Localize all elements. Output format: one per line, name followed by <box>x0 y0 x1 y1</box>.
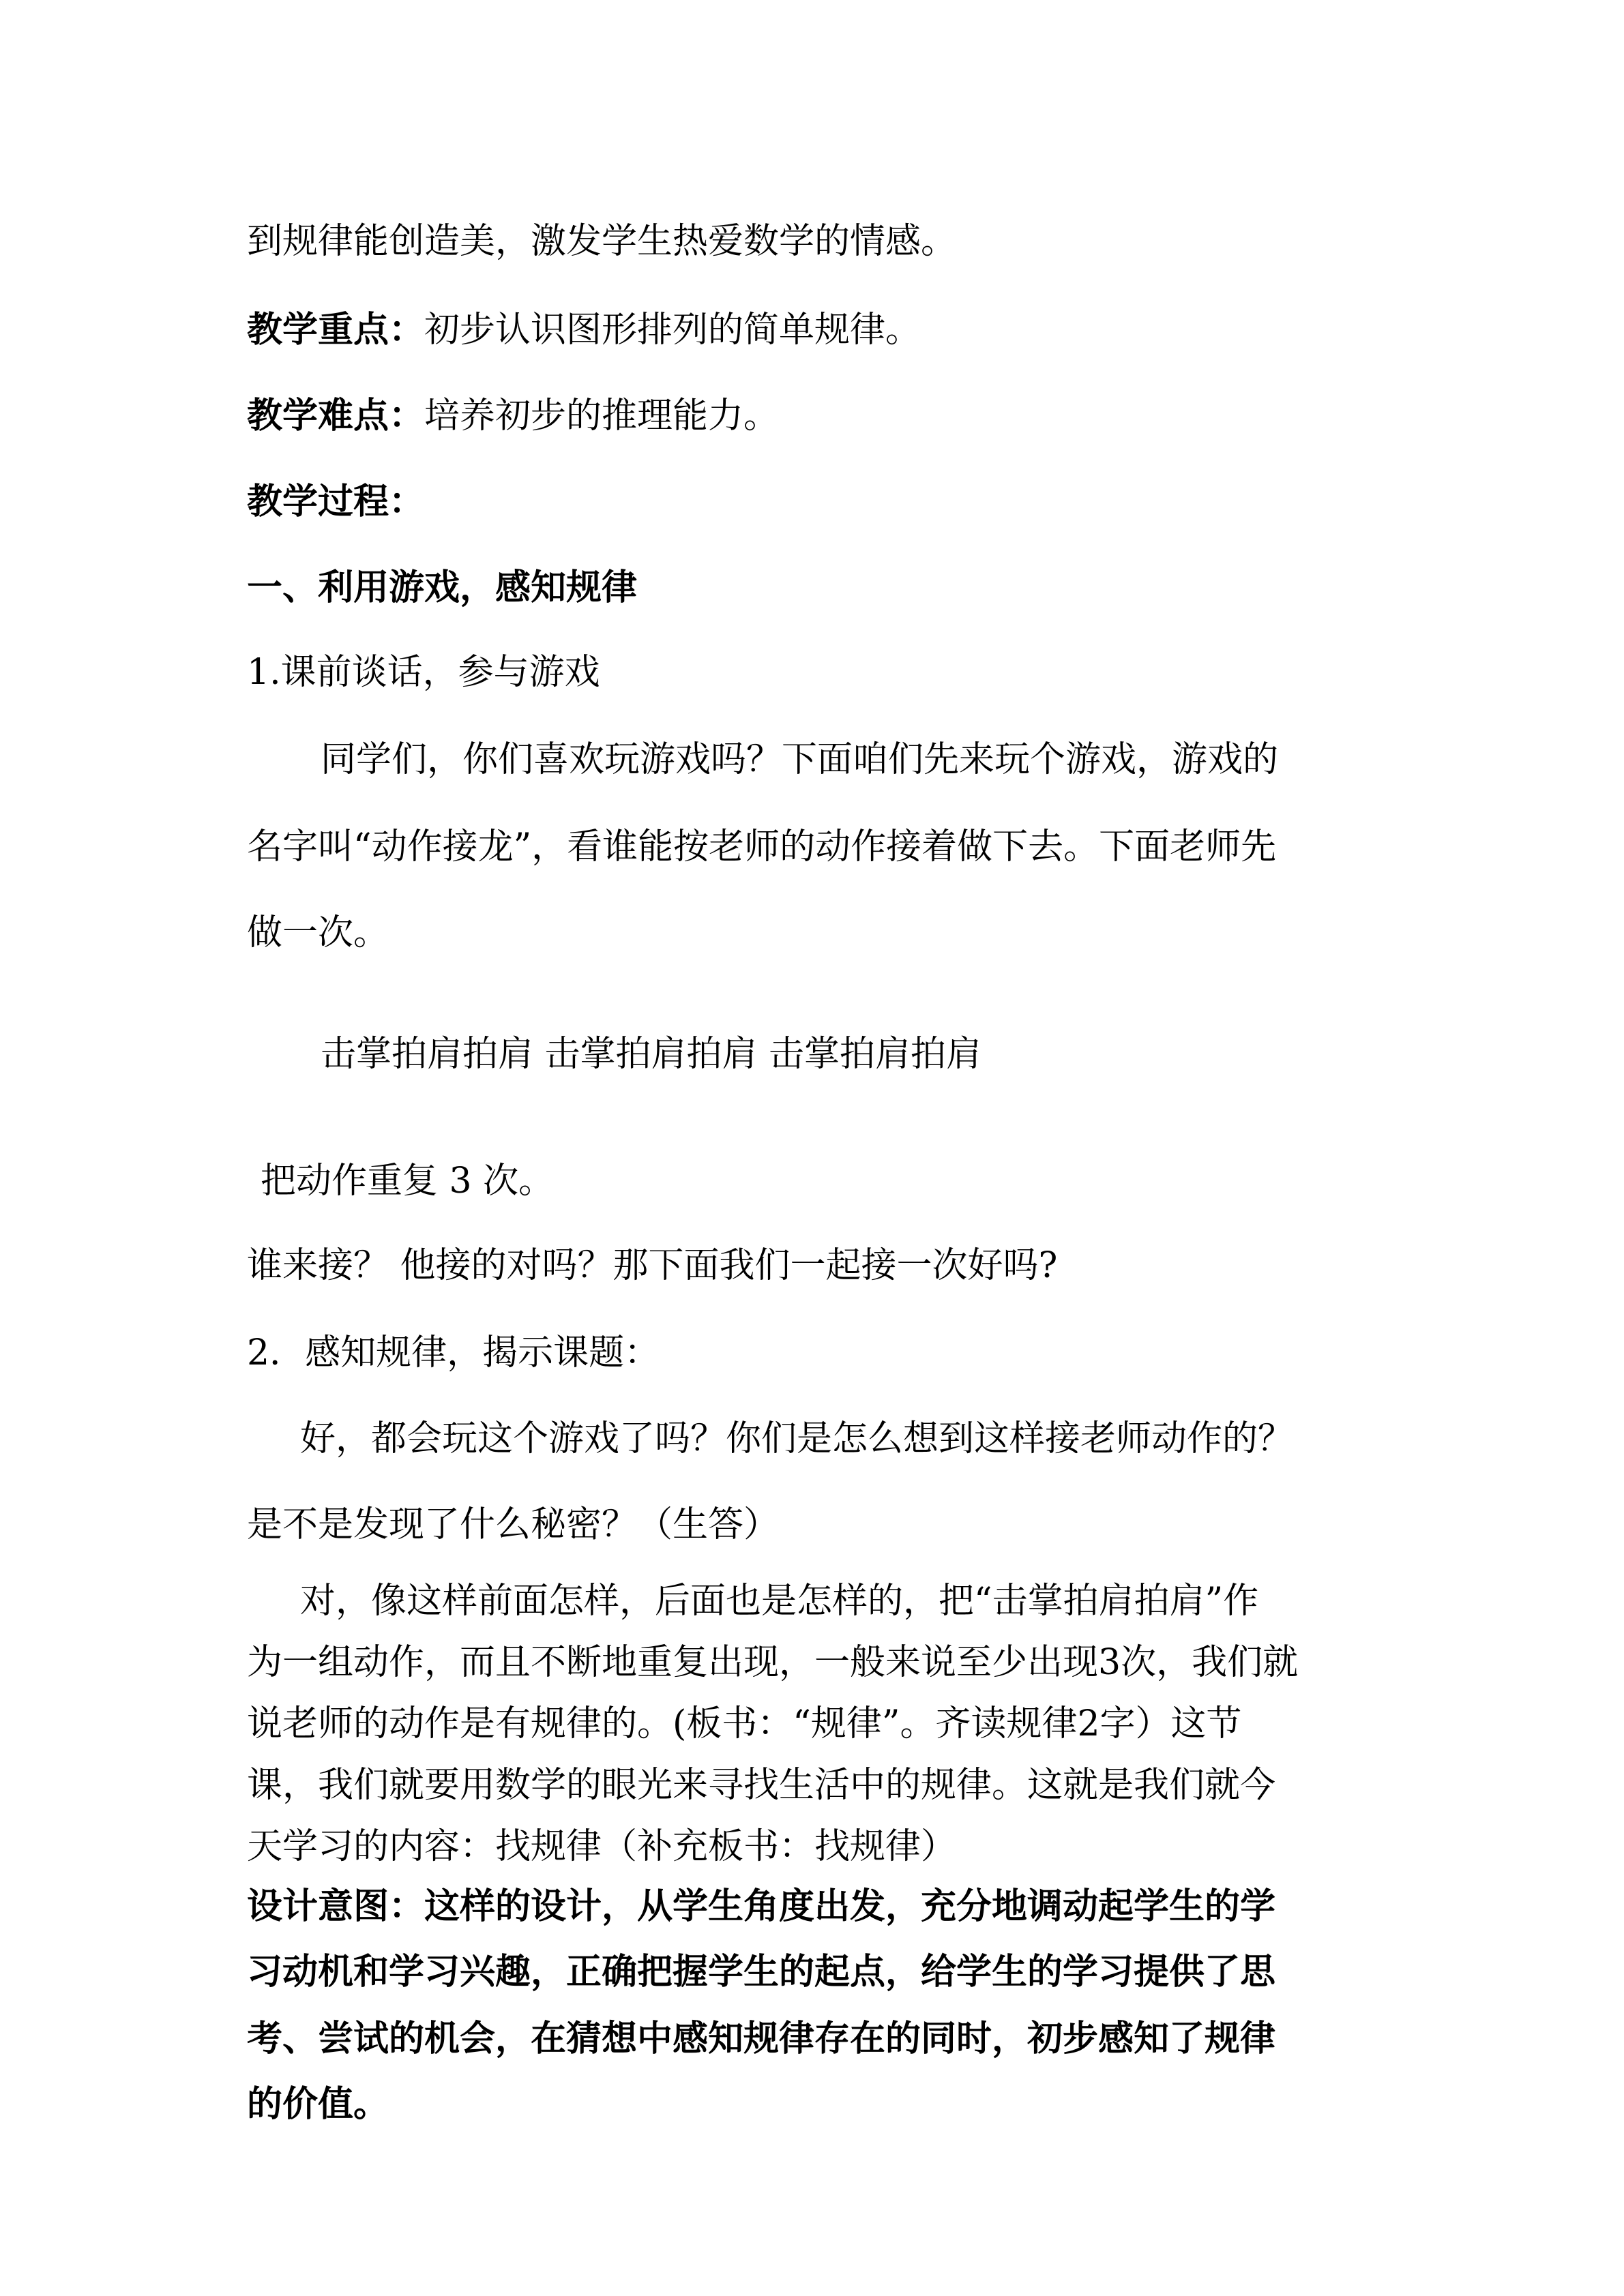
paragraph-line: 名字叫“动作接龙”，看谁能按老师的动作接着做下去。下面老师先 <box>247 826 1277 867</box>
paragraph-line: 天学习的内容：找规律（补充板书：找规律） <box>247 1826 957 1867</box>
difficulty-label: 教学难点： <box>247 395 425 436</box>
design-intent-line: 考、尝试的机会，在猜想中感知规律存在的同时，初步感知了规律 <box>247 2018 1276 2059</box>
action-sequence: 击掌拍肩拍肩 击掌拍肩拍肩 击掌拍肩拍肩 <box>321 1034 982 1075</box>
difficulty-text: 培养初步的推理能力。 <box>424 396 780 436</box>
paragraph-line: 谁来接？ 他接的对吗？那下面我们一起接一次好吗? <box>247 1245 1058 1286</box>
paragraph-line: 同学们，你们喜欢玩游戏吗？下面咱们先来玩个游戏，游戏的 <box>321 739 1279 780</box>
section-heading-1: 一、利用游戏，感知规律 <box>247 567 638 608</box>
paragraph-line: 好，都会玩这个游戏了吗？你们是怎么想到这样接老师动作的？ <box>300 1418 1294 1459</box>
paragraph-line: 课，我们就要用数学的眼光来寻找生活中的规律。这就是我们就今 <box>247 1765 1276 1806</box>
difficulty-line <box>247 391 1406 441</box>
paragraph-line: 为一组动作，而且不断地重复出现，一般来说至少出现3次，我们就 <box>247 1642 1299 1683</box>
paragraph-line: 是不是发现了什么秘密？（生答） <box>247 1504 780 1545</box>
design-intent-line: 的价值。 <box>247 2083 389 2125</box>
paragraph-line: 说老师的动作是有规律的。(板书：“规律”。齐读规律2字）这节 <box>247 1703 1242 1744</box>
key-point-text: 初步认识图形排列的简单规律。 <box>424 310 921 351</box>
design-intent-line: 设计意图：这样的设计，从学生角度出发，充分地调动起学生的学 <box>247 1885 1276 1927</box>
subsection-heading-1: 1.课前谈话，参与游戏 <box>247 652 600 693</box>
subsection-heading-2: 2．感知规律，揭示课题： <box>247 1332 660 1373</box>
key-point-label: 教学重点： <box>247 309 425 351</box>
paragraph-line: 对，像这样前面怎样，后面也是怎样的，把“击掌拍肩拍肩”作 <box>300 1581 1259 1622</box>
paragraph-line: 把动作重复 3 次。 <box>261 1161 555 1202</box>
process-heading: 教学过程： <box>247 481 425 522</box>
design-intent-line: 习动机和学习兴趣，正确把握学生的起点，给学生的学习提供了思 <box>247 1951 1276 1993</box>
paragraph-line: 做一次。 <box>247 912 389 953</box>
key-point-line <box>247 305 1406 355</box>
paragraph-line: 到规律能创造美，激发学生热爱数学的情感。 <box>247 221 957 262</box>
